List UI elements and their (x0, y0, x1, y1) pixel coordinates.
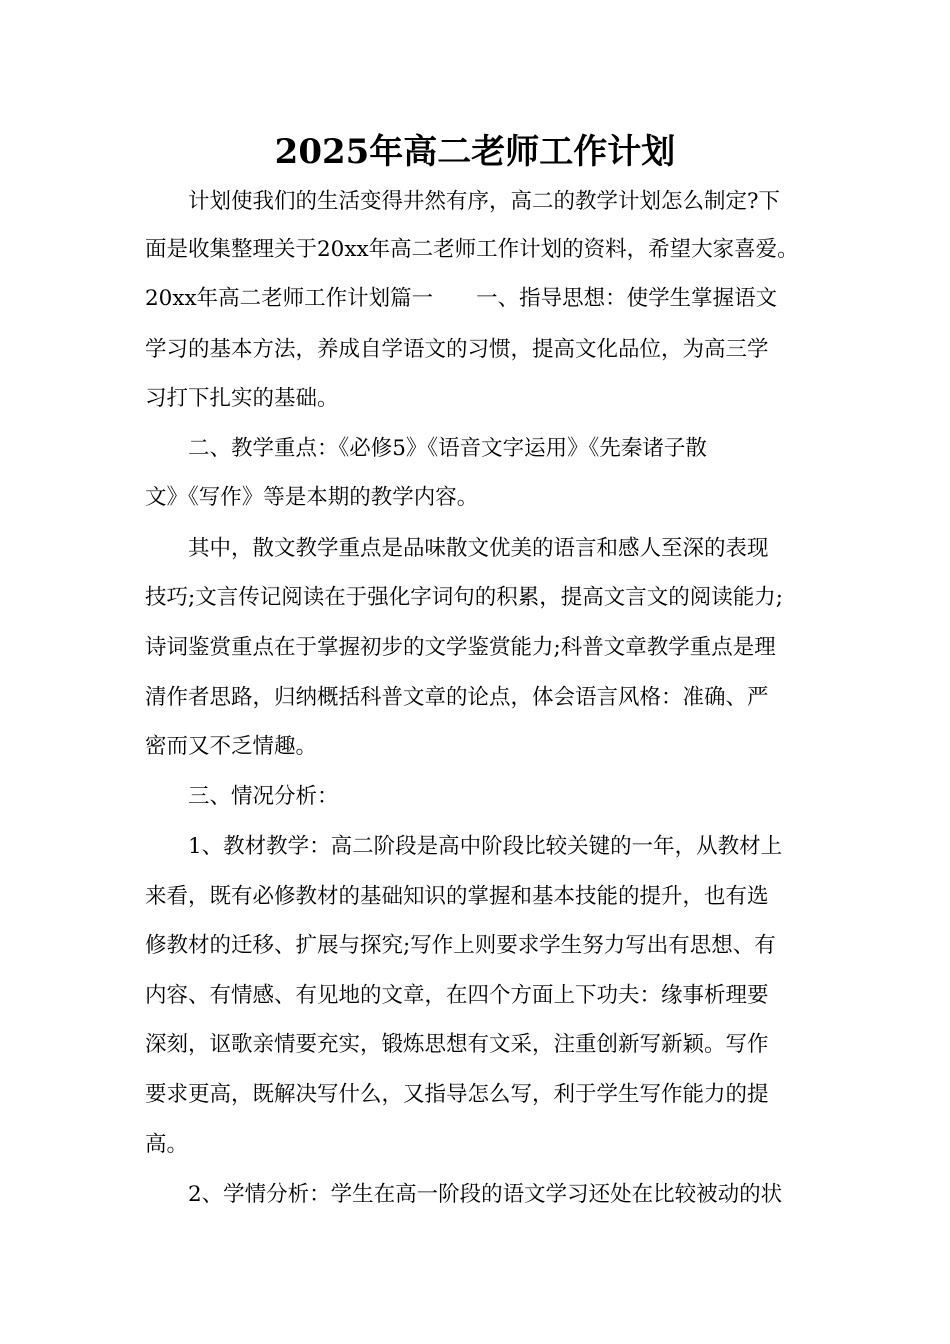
body-line: 清作者思路，归纳概括科普文章的论点，体会语言风格：准确、严 (145, 685, 769, 710)
body-line: 密而又不乏情趣。 (145, 734, 318, 759)
body-line: 要求更高，既解决写什么，又指导怎么写，利于学生写作能力的提 (145, 1082, 769, 1107)
document-title: 2025年高二老师工作计划 (274, 132, 676, 172)
body-line: 深刻，讴歌亲情要充实，锻炼思想有文采，注重创新写新颖。写作 (145, 1032, 769, 1057)
body-line: 来看，既有必修教材的基础知识的掌握和基本技能的提升，也有选 (145, 884, 769, 909)
body-line: 1、教材教学：高二阶段是高中阶段比较关键的一年，从教材上 (145, 834, 783, 859)
body-line: 其中，散文教学重点是品味散文优美的语言和感人至深的表现 (145, 536, 769, 561)
body-line: 计划使我们的生活变得井然有序，高二的教学计划怎么制定?下 (145, 189, 781, 214)
body-line: 二、教学重点：《必修5》《语音文字运用》《先秦诸子散 (145, 436, 707, 461)
body-line: 诗词鉴赏重点在于掌握初步的文学鉴赏能力;科普文章教学重点是理 (145, 635, 776, 660)
body-line: 内容、有情感、有见地的文章，在四个方面上下功夫：缘事析理要 (145, 983, 769, 1008)
body-line: 高。 (145, 1132, 189, 1157)
body-line: 20xx年高二老师工作计划篇一 一、指导思想：使学生掌握语文 (145, 286, 778, 311)
body-line: 习打下扎实的基础。 (145, 386, 339, 411)
body-line: 文》《写作》等是本期的教学内容。 (145, 485, 479, 510)
body-line: 三、情况分析： (145, 784, 339, 809)
body-line: 2、学情分析：学生在高一阶段的语文学习还处在比较被动的状 (145, 1182, 783, 1207)
body-line: 修教材的迁移、扩展与探究;写作上则要求学生努力写出有思想、有 (145, 933, 776, 958)
body-line: 面是收集整理关于20xx年高二老师工作计划的资料，希望大家喜爱。 (145, 237, 799, 262)
body-line: 技巧;文言传记阅读在于强化字词句的积累，提高文言文的阅读能力; (145, 585, 783, 610)
body-line: 学习的基本方法，养成自学语文的习惯，提高文化品位，为高三学 (145, 337, 769, 362)
